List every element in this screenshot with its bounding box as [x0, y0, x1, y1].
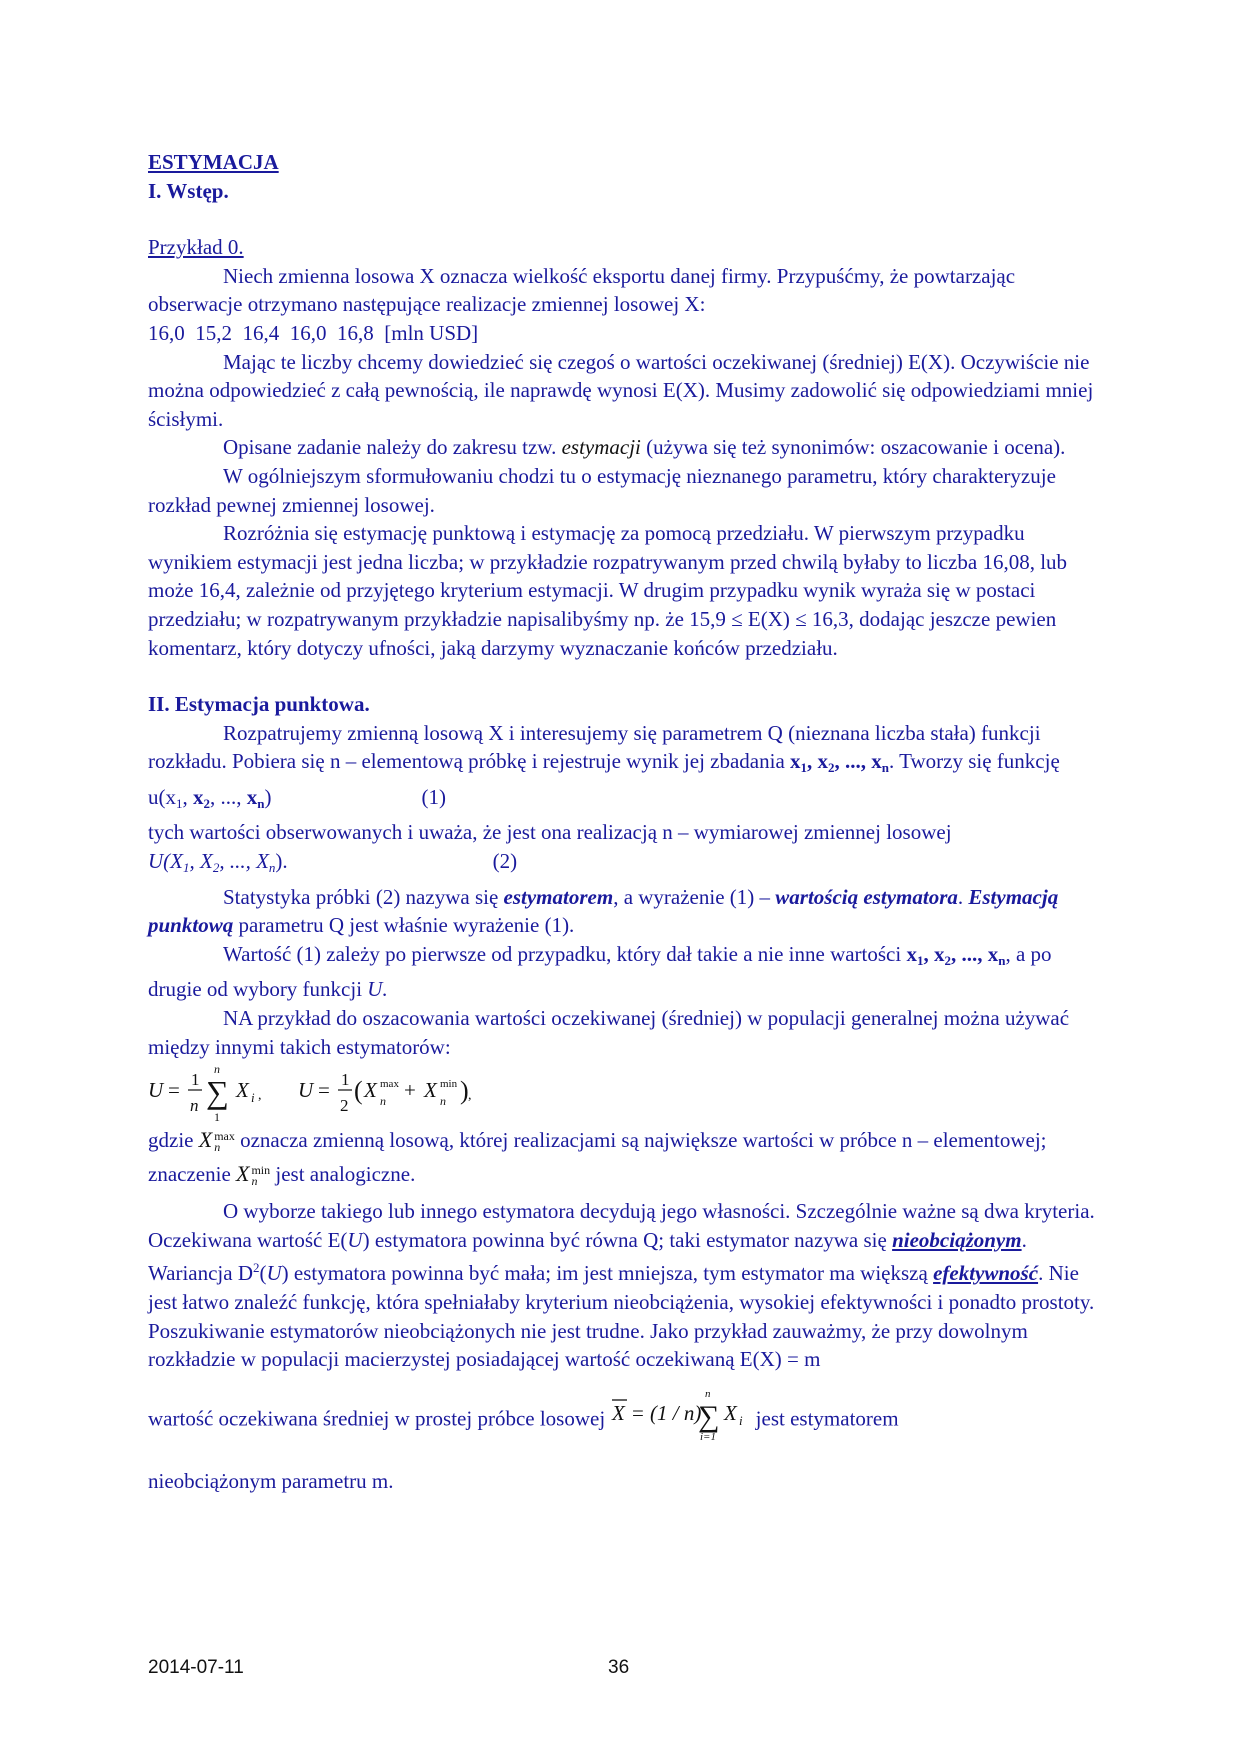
paragraph-7: tych wartości obserwowanych i uważa, że jest ona realizacją n – wymiarowej zmiennej losowej: [148, 820, 952, 845]
math-max: max: [380, 1078, 399, 1091]
xbar-formula-svg: [610, 1386, 750, 1442]
estimator-formulas-svg: [148, 1061, 568, 1123]
math-xbar-expr: (1 / n): [650, 1400, 702, 1425]
math-n: n: [190, 1096, 199, 1116]
estimator-formulas: [148, 1061, 1098, 1123]
footer-page-number: 36: [608, 1657, 630, 1678]
math-sigma2-top: n: [705, 1387, 711, 1400]
math-xbar: X: [612, 1400, 626, 1425]
math-X4: X: [724, 1400, 738, 1425]
equation-1-number: (1): [421, 784, 446, 809]
paragraph-5: Rozróżnia się estymację punktową i estymację za pomocą przedziału. W pierwszym przypadku wynikiem estymacji jest jedna liczba; w przykładzie rozpatrywanym przed chwilą byłaby to liczba 16,08, lub może 16,4, zależnie od przyjętego kryterium estymacji. W drugim przypadku wynik wyraża się w postaci przedziału; w rozpatrywanym przykładzie napisalibyśmy np. że 15,9 ≤ E(X) ≤ 16,3, dodając jeszcze pewien komentarz, który dotyczy ufności, jaką darzymy wyznaczanie końców przedziału.: [148, 521, 1068, 660]
math-one: 1: [191, 1070, 200, 1090]
math-eq: =: [168, 1078, 180, 1103]
math-i: i: [251, 1090, 255, 1106]
math-X: X: [236, 1078, 249, 1103]
math-eq3: =: [632, 1400, 645, 1425]
example-label: Przykład 0.: [148, 235, 244, 260]
document-title: ESTYMACJA: [148, 150, 279, 174]
spacer: [148, 1374, 1098, 1386]
math-X2: X: [364, 1078, 377, 1103]
math-two: 2: [340, 1096, 349, 1116]
spacer: [148, 205, 1098, 233]
link-efektywnosc[interactable]: efektywność: [933, 1261, 1039, 1286]
spacer: [148, 1455, 1098, 1467]
link-nieobciazonym[interactable]: nieobciążonym: [892, 1227, 1022, 1252]
math-plus: +: [404, 1078, 416, 1103]
paragraph-3: Opisane zadanie należy do zakresu tzw. estymacji (używa się też synonimów: oszacowanie i ocena).: [223, 435, 1066, 460]
math-n2: n: [380, 1094, 386, 1109]
math-sigma2-bottom: i=1: [700, 1430, 717, 1442]
math-sigma2: ∑: [698, 1399, 720, 1433]
equation-1: $u(x_1$, $x_2$, ..., $x_n$) (1): [148, 784, 446, 811]
math-lparen: (: [354, 1076, 363, 1106]
document-page: [148, 148, 1098, 1495]
math-xmax: X max n: [198, 1127, 235, 1155]
math-xmin: X min n: [236, 1161, 271, 1189]
section-intro-heading: I. Wstęp.: [148, 178, 229, 203]
math-X3: X: [424, 1078, 437, 1103]
paragraph-4: W ogólniejszym sformułowaniu chodzi tu o estymację nieznanego parametru, który charakteryzuje rozkład pewnej zmiennej losowej.: [148, 463, 1056, 517]
paragraph-10: NA przykład do oszacowania wartości oczekiwanej (średniej) w populacji generalnej można używać między innymi takich estymatorów:: [148, 1006, 1070, 1059]
paragraph-13: wartość oczekiwana średniej w prostej próbce losowej X = (1 / n) ∑ n i=1 X i jest estymatorem: [148, 1386, 1098, 1455]
math-sigma-bottom: 1: [214, 1110, 220, 1124]
footer-date: 2014-07-11: [148, 1657, 244, 1678]
math-eq2: =: [318, 1078, 330, 1103]
math-sigma: ∑: [206, 1074, 229, 1111]
math-sigma-top: n: [214, 1062, 220, 1077]
paragraph-2: Mając te liczby chcemy dowiedzieć się czegoś o wartości oczekiwanej (średniej) E(X). Oczywiście nie można odpowiedzieć z całą pewnością, ile naprawdę wynosi E(X). Musimy zadowolić się odpowiedziami mniej ścisłymi.: [148, 349, 1094, 431]
paragraph-6: Rozpatrujemy zmienną losową X i interesujemy się parametrem Q (nieznana liczba stała) funkcji rozkładu. Pobiera się n – elementową próbkę i rejestruje wynik jej zbadania $x_1$, $x_2$, ..., $x_n$. Tworzy się funkcję: [148, 720, 1060, 776]
paragraph-8: Statystyka próbki (2) nazywa się estymatorem, a wyrażenie (1) – wartością estymatora. Estymacją punktową parametru Q jest właśnie wyrażenie (1).: [148, 884, 1059, 938]
math-min: min: [440, 1078, 458, 1091]
math-xbar-formula: [610, 1386, 750, 1455]
paragraph-12: O wyborze takiego lub innego estymatora decydują jego własności. Szczególnie ważne są dwa kryteria. Oczekiwana wartość E(U) estymatora powinna być równa Q; taki estymator nazywa się nieobciążonym. Wariancja $D^2(U)$ estymatora powinna być mała; im jest mniejsza, tym estymator ma większą efektywność. Nie jest łatwo znaleźć funkcję, która spełniałaby kryterium nieobciążenia, wysokiej efektywności i ponadto prostoty. Poszukiwanie estymatorów nieobciążonych nie jest trudne. Jako przykład zauważmy, że przy dowolnym rozkładzie w populacji macierzystej posiadającej wartość oczekiwaną E(X) = m: [148, 1199, 1095, 1372]
spacer: [148, 662, 1098, 690]
math-U: U: [148, 1078, 164, 1103]
values-line: 16,0 15,2 16,4 16,0 16,8 [mln USD]: [148, 320, 479, 345]
math-comma2: ,: [468, 1088, 472, 1104]
math-i2: i: [739, 1412, 744, 1428]
equation-2: $U(X_1$, $X_2$, ..., $X_n$). (2): [148, 849, 518, 876]
paragraph-1: Niech zmienna losowa X oznacza wielkość eksportu danej firmy. Przypuśćmy, że powtarzając obserwacje otrzymano następujące realizacje zmiennej losowej X:: [148, 263, 1016, 317]
math-one2: 1: [341, 1070, 350, 1090]
math-n3: n: [440, 1094, 446, 1109]
paragraph-14: nieobciążonym parametru m.: [148, 1468, 394, 1493]
section-point-estimation-heading: II. Estymacja punktowa.: [148, 692, 370, 717]
math-rparen: ): [460, 1076, 469, 1106]
math-U2: U: [298, 1078, 314, 1103]
math-comma: ,: [258, 1088, 262, 1104]
paragraph-11: gdzie X max n oznacza zmienną losową, której realizacjami są największe wartości w próbce n – elementowej; znaczenie X min n jest analogiczne.: [148, 1127, 1047, 1189]
paragraph-9: Wartość (1) zależy po pierwsze od przypadku, który dał takie a nie inne wartości $x_1$, $x_2$, ..., $x_n$, a po drugie od wybory funkcji U.: [148, 941, 1052, 1002]
equation-2-number: (2): [492, 849, 518, 874]
